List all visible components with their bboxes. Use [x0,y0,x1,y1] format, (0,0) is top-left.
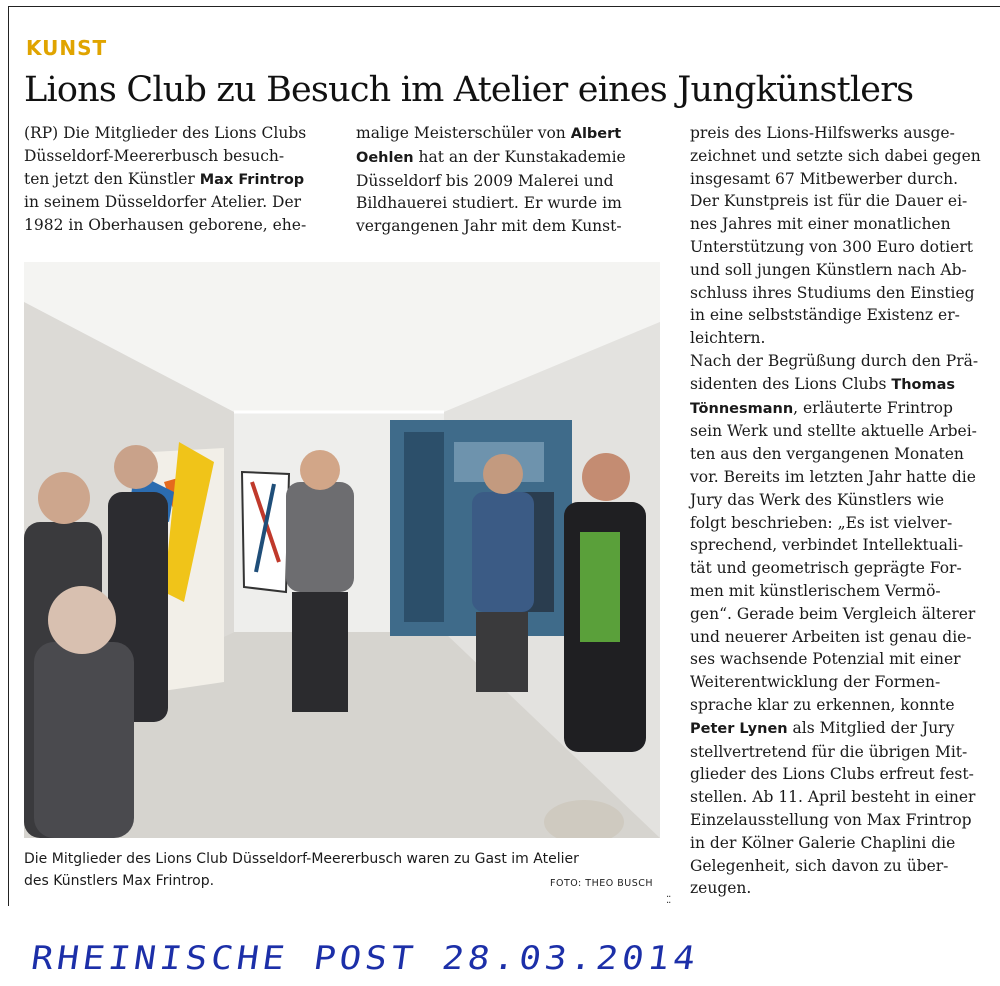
text-segment: , erläuterte Frintrop [793,398,953,417]
text-segment: sidenten des Lions Clubs [690,374,892,393]
bold-name: Max Frintrop [199,171,305,188]
text-line [356,122,666,146]
text-line [690,213,990,236]
text-line [690,282,990,305]
text-line [690,626,990,649]
text-segment: sein Werk und stellte aktuelle Arbei- [690,422,977,441]
bold-name: Albert [570,126,622,142]
text-segment: und soll jungen Künstlern nach Ab- [690,260,967,279]
text-line [690,327,990,350]
text-segment: Nach der Begrüßung durch den Prä- [690,351,979,370]
text-line [356,146,666,170]
text-line [690,741,990,764]
text-line [690,420,990,443]
text-segment: schluss ihres Studiums den Einstieg [690,283,975,302]
text-line [690,259,990,282]
text-line [690,786,990,809]
text-line [690,580,990,603]
text-segment: tät und geometrisch geprägte For- [690,559,962,578]
text-segment: und neuerer Arbeiten ist genau die- [690,627,972,646]
text-segment: preis des Lions-Hilfswerks ausge- [690,124,955,142]
text-segment: Unterstützung von 300 Euro dotiert [690,237,973,256]
text-line [690,809,990,832]
text-line [690,443,990,466]
text-segment: insgesamt 67 Mitbewerber durch. [690,169,959,188]
article-column-3 [690,122,990,900]
text-segment: in eine selbstständige Existenz er- [690,306,960,325]
text-line [690,877,990,900]
text-segment: Einzelausstellung von Max Frintrop [690,810,972,829]
text-segment: gen“. Gerade beim Vergleich älterer [690,604,976,623]
text-line [690,557,990,580]
text-segment: folgt beschrieben: „Es ist vielver- [690,513,953,532]
text-segment: Der Kunstpreis ist für die Dauer ei- [690,192,968,211]
text-line [690,763,990,786]
bold-name: Tönnesmann [690,400,794,417]
text-line [690,648,990,671]
text-line [24,122,344,145]
text-segment: ten jetzt den Künstler [24,169,200,188]
text-segment: Bildhauerei studiert. Er wurde im [356,194,622,213]
text-line [690,122,990,145]
text-line [356,215,666,238]
text-line [690,350,990,373]
text-segment: Jury das Werk des Künstlers wie [690,490,945,509]
text-segment: vergangenen Jahr mit dem Kunst- [356,217,622,236]
handwritten-source-note: RHEINISCHE POST 28.03.2014 [28,940,702,977]
text-segment: Düsseldorf-Meererbusch besuch- [24,146,285,165]
text-line [24,168,344,192]
text-segment: ses wachsende Potenzial mit einer [690,650,961,669]
text-segment: men mit künstlerischem Vermö- [690,581,941,600]
text-segment: Gelegenheit, sich davon zu über- [690,856,949,875]
text-segment: zeichnet und setzte sich dabei gegen [690,146,981,165]
headline: Lions Club zu Besuch im Atelier eines Jungkünstlers [24,70,914,110]
text-segment: Düsseldorf bis 2009 Malerei und [356,171,614,190]
text-line [690,373,990,397]
text-segment: (RP) Die Mitglieder des Lions Clubs [24,124,307,142]
text-segment: in seinem Düsseldorfer Atelier. Der [24,193,302,212]
text-line [24,214,344,237]
top-rule [8,6,1000,7]
text-segment: zeugen. [690,879,752,898]
text-line [24,191,344,214]
text-segment: in der Kölner Galerie Chaplini die [690,833,956,852]
text-segment: als Mitglied der Jury [787,718,955,737]
text-segment: vor. Bereits im letzten Jahr hatte die [690,467,976,486]
text-line [24,145,344,168]
bold-name: Oehlen [356,149,414,166]
text-line [690,236,990,259]
article-column-1 [24,122,344,237]
text-segment: stellvertretend für die übrigen Mit- [690,742,968,761]
text-segment: leichtern. [690,329,766,348]
caption-line-1: Die Mitglieder des Lions Club Düsseldorf-Meererbusch waren zu Gast im Atelier [24,851,579,867]
article-photo [24,262,660,838]
text-segment: hat an der Kunstakademie [413,147,626,166]
text-segment: sprache klar zu erkennen, konnte [690,695,955,714]
text-segment: Weiterentwicklung der Formen- [690,673,941,692]
text-line [690,717,990,741]
text-line [690,832,990,855]
text-line [356,192,666,215]
bold-name: Thomas [891,376,956,393]
article-column-2 [356,122,666,238]
text-line [690,190,990,213]
text-segment: stellen. Ab 11. April besteht in einer [690,788,976,807]
text-line [690,694,990,717]
text-segment: sprechend, verbindet Intellektuali- [690,536,964,555]
text-line [356,170,666,193]
text-line [690,304,990,327]
text-line [690,512,990,535]
text-segment: 1982 in Oberhausen geborene, ehe- [24,216,307,235]
text-line [690,489,990,512]
left-rule [8,6,9,906]
text-line [690,466,990,489]
text-line [690,603,990,626]
bold-name: Peter Lynen [690,720,788,737]
text-line [690,397,990,421]
photo-credit: FOTO: THEO BUSCH [550,878,653,889]
section-label: KUNST [26,36,108,60]
caption-line-2: des Künstlers Max Frintrop. [24,873,215,889]
text-line [690,145,990,168]
text-segment: glieder des Lions Clubs erfreut fest- [690,765,974,784]
text-segment: nes Jahres mit einer monatlichen [690,215,951,234]
text-line [690,671,990,694]
text-line [690,168,990,191]
scan-specks: ⁚⁚ [666,895,671,906]
text-line [690,534,990,557]
text-segment: ten aus den vergangenen Monaten [690,445,964,464]
text-segment: malige Meisterschüler von [356,124,571,142]
text-line [690,855,990,878]
